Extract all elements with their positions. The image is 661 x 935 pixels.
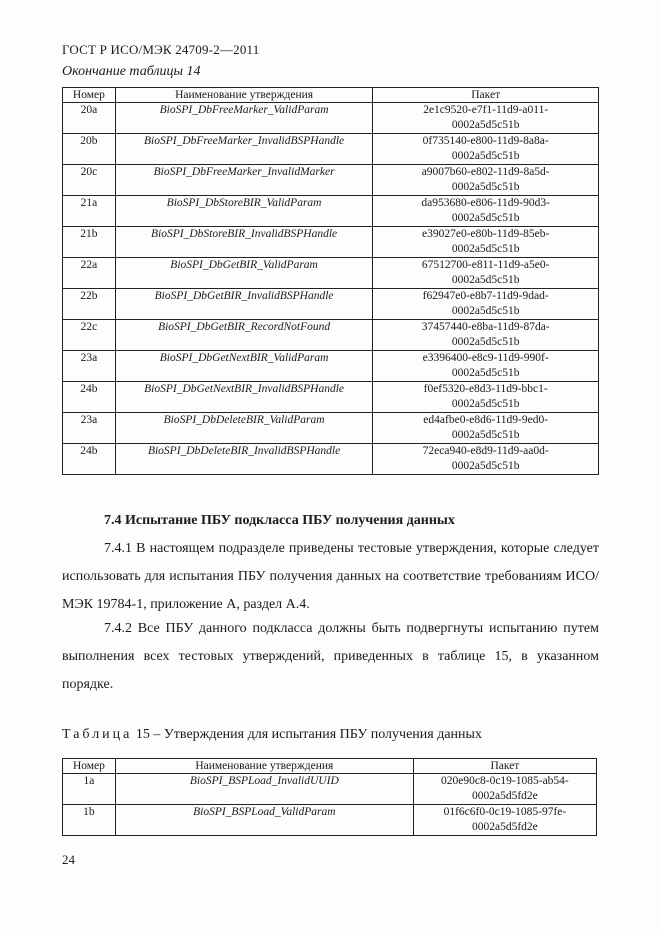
column-header-name: Наименование утверждения	[115, 88, 373, 103]
row-number: 23a	[63, 351, 116, 382]
package-guid-line2: 0002a5d5fd2e	[472, 790, 538, 802]
package-guid-line1: e3396400-e8c9-11d9-990f-	[422, 352, 549, 364]
package-guid	[373, 444, 599, 475]
table-row	[63, 258, 599, 289]
package-guid-line2: 0002a5d5c51b	[451, 181, 520, 193]
row-number: 20c	[63, 165, 116, 196]
package-guid-line1: 72eca940-e8d9-11d9-aa0d-	[422, 445, 549, 457]
package-guid	[373, 165, 599, 196]
row-number: 22b	[63, 289, 116, 320]
package-guid-line2: 0002a5d5c51b	[451, 212, 520, 224]
package-guid-line1: a9007b60-e802-11d9-8a5d-	[421, 166, 550, 178]
row-number: 1b	[63, 805, 116, 836]
package-guid	[373, 227, 599, 258]
page-number: 24	[62, 852, 75, 867]
package-guid-line2: 0002a5d5c51b	[451, 460, 520, 472]
document-header: ГОСТ Р ИСО/МЭК 24709-2—2011	[62, 42, 260, 57]
package-guid	[373, 258, 599, 289]
assertion-name: BioSPI_BSPLoad_ValidParam	[115, 805, 413, 836]
table-row	[63, 320, 599, 351]
paragraph-text: 7.4.1 В настоящем подразделе приведены тестовые утверждения, которые следует использовать для испытания ПБУ получения данных на соответствие требованиям ИСО/МЭК 19784-1, приложение А, раздел А.4.	[62, 541, 599, 612]
table-title: 15 – Утверждения для испытания ПБУ получения данных	[132, 727, 482, 742]
paragraph-7-4-2	[62, 615, 599, 699]
package-guid	[373, 413, 599, 444]
package-guid-line2: 0002a5d5c51b	[451, 429, 520, 441]
package-guid-line1: ed4afbe0-e8d6-11d9-9ed0-	[423, 414, 549, 426]
row-number: 24b	[63, 444, 116, 475]
column-header-package: Пакет	[413, 759, 596, 774]
row-number: 22a	[63, 258, 116, 289]
row-number: 21a	[63, 196, 116, 227]
package-guid-line1: da953680-e806-11d9-90d3-	[421, 197, 550, 209]
table-row	[63, 103, 599, 134]
package-guid	[413, 774, 596, 805]
package-guid	[373, 382, 599, 413]
assertion-name: BioSPI_DbGetNextBIR_InvalidBSPHandle	[115, 382, 373, 413]
package-guid-line1: f0ef5320-e8d3-11d9-bbc1-	[423, 383, 548, 395]
table-row	[63, 413, 599, 444]
package-guid-line1: 01f6c6f0-0c19-1085-97fe-	[443, 806, 567, 818]
table-row	[63, 165, 599, 196]
package-guid-line1: 67512700-e811-11d9-a5e0-	[421, 259, 550, 271]
assertion-name: BioSPI_DbGetBIR_InvalidBSPHandle	[115, 289, 373, 320]
package-guid	[373, 103, 599, 134]
assertion-name: BioSPI_DbFreeMarker_InvalidMarker	[115, 165, 373, 196]
package-guid-line2: 0002a5d5c51b	[451, 367, 520, 379]
row-number: 21b	[63, 227, 116, 258]
column-header-number: Номер	[63, 88, 116, 103]
package-guid-line2: 0002a5d5fd2e	[472, 821, 538, 833]
paragraph-text: 7.4.2 Все ПБУ данного подкласса должны быть подвергнуты испытанию путем выполнения всех тестовых утверждений, приведенных в таблице 15, в указанном порядке.	[62, 621, 599, 692]
table-label: Таблица	[62, 727, 133, 742]
table-row	[63, 196, 599, 227]
assertion-name: BioSPI_DbDeleteBIR_ValidParam	[115, 413, 373, 444]
table-row	[63, 805, 597, 836]
table-15-caption	[62, 727, 482, 743]
package-guid-line1: 37457440-e8ba-11d9-87da-	[421, 321, 550, 333]
table-row	[63, 774, 597, 805]
table-row	[63, 444, 599, 475]
table-header-row	[63, 759, 597, 774]
row-number: 22c	[63, 320, 116, 351]
package-guid	[373, 289, 599, 320]
assertion-name: BioSPI_DbFreeMarker_InvalidBSPHandle	[115, 134, 373, 165]
package-guid	[373, 320, 599, 351]
row-number: 20a	[63, 103, 116, 134]
package-guid-line2: 0002a5d5c51b	[451, 150, 520, 162]
assertion-name: BioSPI_DbDeleteBIR_InvalidBSPHandle	[115, 444, 373, 475]
table-14-caption: Окончание таблицы 14	[62, 64, 201, 79]
row-number: 24b	[63, 382, 116, 413]
row-number: 23a	[63, 413, 116, 444]
assertion-name: BioSPI_DbStoreBIR_InvalidBSPHandle	[115, 227, 373, 258]
package-guid-line2: 0002a5d5c51b	[451, 119, 520, 131]
package-guid-line1: 020e90c8-0c19-1085-ab54-	[441, 775, 569, 787]
package-guid-line1: 2e1c9520-e7f1-11d9-a011-	[423, 104, 549, 116]
table-14	[62, 87, 599, 475]
table-header-row	[63, 88, 599, 103]
row-number: 20b	[63, 134, 116, 165]
package-guid	[413, 805, 596, 836]
column-header-package: Пакет	[373, 88, 599, 103]
table-row	[63, 382, 599, 413]
table-row	[63, 351, 599, 382]
package-guid-line1: e39027e0-e80b-11d9-85eb-	[422, 228, 550, 240]
package-guid-line2: 0002a5d5c51b	[451, 243, 520, 255]
table-row	[63, 134, 599, 165]
package-guid-line1: 0f735140-e800-11d9-8a8a-	[422, 135, 549, 147]
section-title: 7.4 Испытание ПБУ подкласса ПБУ получения данных	[104, 513, 455, 528]
package-guid	[373, 196, 599, 227]
table-row	[63, 227, 599, 258]
package-guid	[373, 351, 599, 382]
table-row	[63, 289, 599, 320]
table-15	[62, 758, 597, 836]
package-guid-line2: 0002a5d5c51b	[451, 398, 520, 410]
package-guid-line1: f62947e0-e8b7-11d9-9dad-	[422, 290, 549, 302]
assertion-name: BioSPI_BSPLoad_InvalidUUID	[115, 774, 413, 805]
column-header-name: Наименование утверждения	[115, 759, 413, 774]
assertion-name: BioSPI_DbGetBIR_ValidParam	[115, 258, 373, 289]
assertion-name: BioSPI_DbGetBIR_RecordNotFound	[115, 320, 373, 351]
package-guid	[373, 134, 599, 165]
package-guid-line2: 0002a5d5c51b	[451, 305, 520, 317]
package-guid-line2: 0002a5d5c51b	[451, 336, 520, 348]
column-header-number: Номер	[63, 759, 116, 774]
package-guid-line2: 0002a5d5c51b	[451, 274, 520, 286]
assertion-name: BioSPI_DbStoreBIR_ValidParam	[115, 196, 373, 227]
assertion-name: BioSPI_DbFreeMarker_ValidParam	[115, 103, 373, 134]
assertion-name: BioSPI_DbGetNextBIR_ValidParam	[115, 351, 373, 382]
paragraph-7-4-1	[62, 535, 599, 619]
row-number: 1a	[63, 774, 116, 805]
